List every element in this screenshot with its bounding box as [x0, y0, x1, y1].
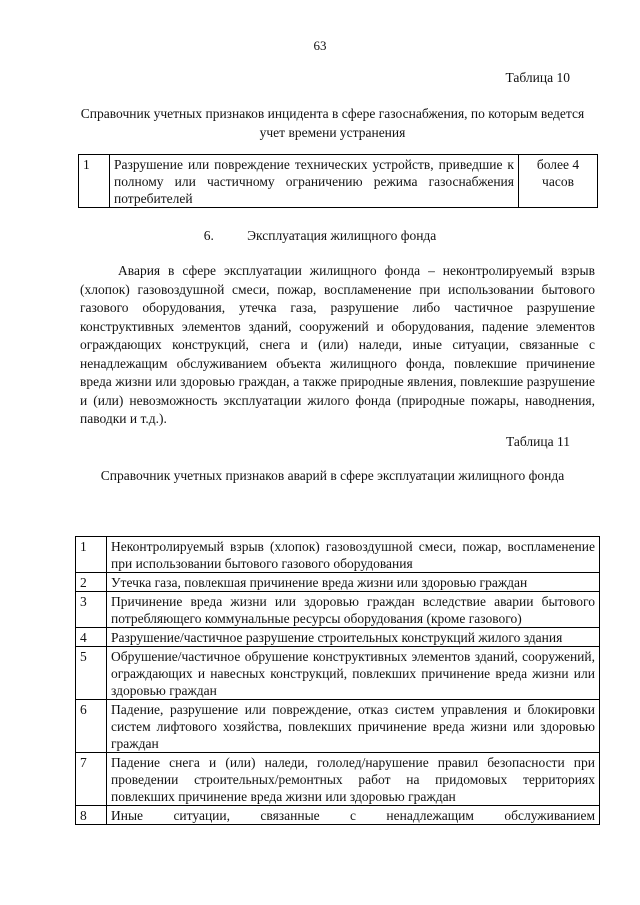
- row-number: 1: [79, 155, 110, 208]
- row-number: 6: [76, 700, 107, 753]
- page-number: 63: [313, 38, 327, 53]
- row-text: Разрушение/частичное разрушение строительных конструкций жилого здания: [107, 628, 600, 647]
- row-number: 2: [76, 573, 107, 592]
- table-10-title: Справочник учетных признаков инцидента в сфере газоснабжения, по которым ведется учет времени устранения: [80, 106, 585, 140]
- row-number: 7: [76, 753, 107, 806]
- row-number: 4: [76, 628, 107, 647]
- table-10-caption: Таблица 10: [505, 70, 570, 85]
- section-heading: [0, 228, 640, 244]
- table-11: [75, 536, 600, 825]
- section-number: 6.: [203, 228, 214, 243]
- table-row: [76, 806, 600, 825]
- row-text: Обрушение/частичное обрушение конструктивных элементов зданий, сооружений, ограждающих и навесных конструкций, повлекших причинение вреда жизни или здоровью граждан: [107, 647, 600, 700]
- table-row: [76, 753, 600, 806]
- table-row: [76, 573, 600, 592]
- row-text: Падение, разрушение или повреждение, отказ систем управления и блокировки систем лифтового хозяйства, повлекших причинение вреда жизни или здоровью граждан: [107, 700, 600, 753]
- row-text: Утечка газа, повлекшая причинение вреда жизни или здоровью граждан: [107, 573, 600, 592]
- row-number: 8: [76, 806, 107, 825]
- table-row: [76, 628, 600, 647]
- table-row: [79, 155, 598, 208]
- table-row: [76, 647, 600, 700]
- row-value: более 4 часов: [519, 155, 598, 208]
- row-number: 5: [76, 647, 107, 700]
- row-text: Неконтролируемый взрыв (хлопок) газовоздушной смеси, пожар, воспламенение при использовании бытового газового оборудования: [107, 537, 600, 573]
- row-number: 1: [76, 537, 107, 573]
- section-title: Эксплуатация жилищного фонда: [247, 228, 437, 243]
- section-paragraph: Авария в сфере эксплуатации жилищного фонда – неконтролируемый взрыв (хлопок) газовоздушной смеси, пожар, воспламенение при использовании бытового газового оборудования, утечка газа, разрушение либо частичное разрушение конструктивных элементов зданий, сооружений и оборудования, падение элементов ограждающих конструкций, снега и (или) наледи, иные ситуации, связанные с ненадлежащим обслуживанием объекта жилищного фонда, повлекшие причинение вреда жизни или здоровью граждан, а также природные явления, повлекшие разрушение и (или) невозможность эксплуатации жилого фонда (природные пожары, наводнения, паводки и т.д.).: [80, 263, 595, 426]
- row-number: 3: [76, 592, 107, 628]
- row-text: Иные ситуации, связанные с ненадлежащим обслуживанием: [107, 806, 600, 825]
- table-11-title: Справочник учетных признаков аварий в сфере эксплуатации жилищного фонда: [100, 468, 565, 483]
- table-10: [78, 154, 598, 208]
- row-text: Падение снега и (или) наледи, гололед/нарушение правил безопасности при проведении строительных/ремонтных работ на придомовых территориях повлекших причинение вреда жизни или здоровью граждан: [107, 753, 600, 806]
- table-11-caption: Таблица 11: [506, 434, 570, 449]
- row-text: Причинение вреда жизни или здоровью граждан вследствие аварии бытового потребляющего коммунальные ресурсы оборудования (кроме газового): [107, 592, 600, 628]
- table-row: [76, 700, 600, 753]
- table-row: [76, 537, 600, 573]
- table-row: [76, 592, 600, 628]
- row-text: Разрушение или повреждение технических устройств, приведшие к полному или частичному ограничению режима газоснабжения потребителей: [110, 155, 519, 208]
